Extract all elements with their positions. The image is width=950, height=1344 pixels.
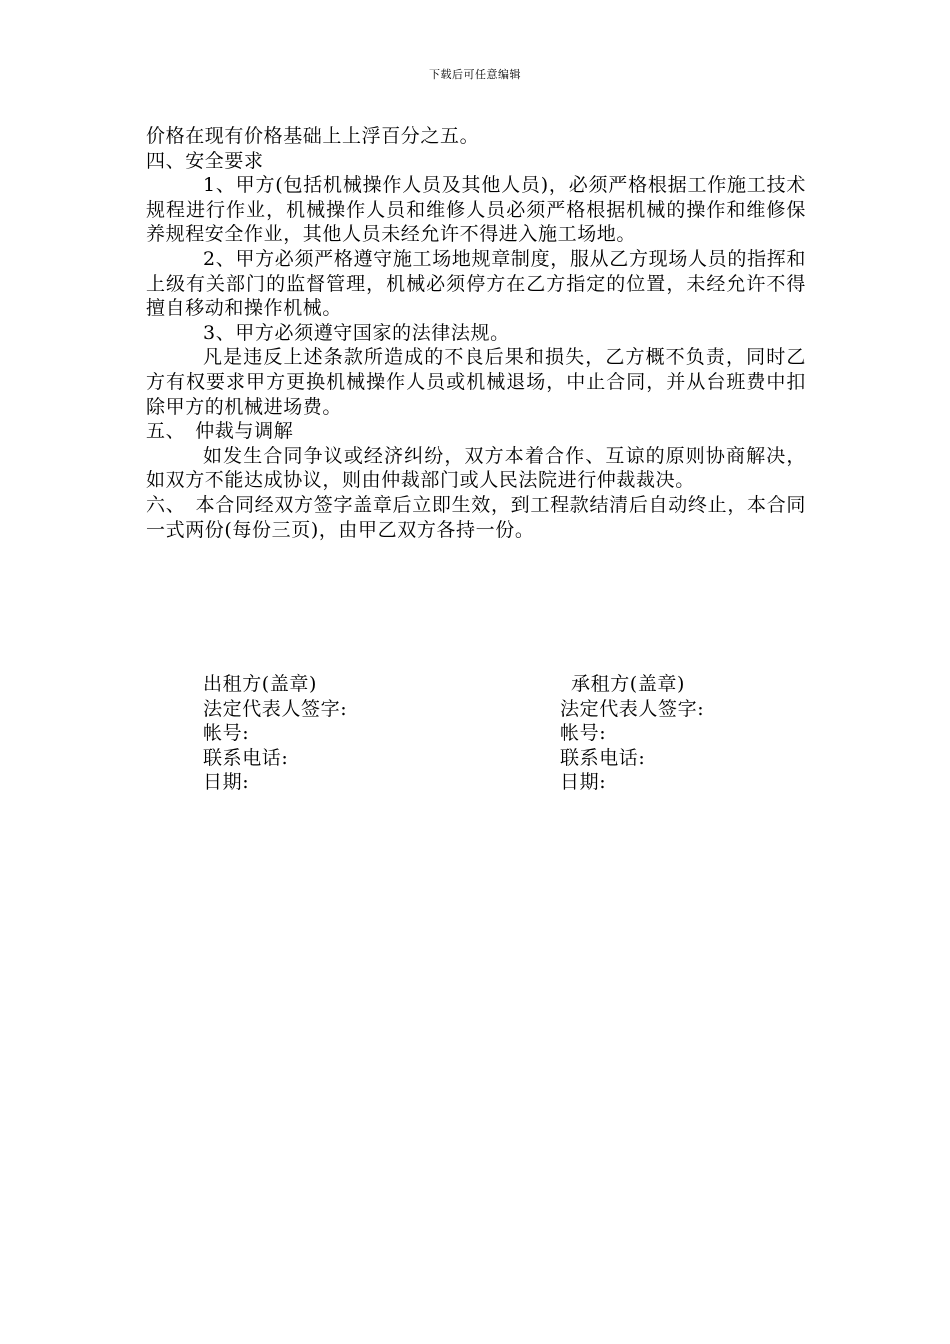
lessor-representative-label: 法定代表人签字: bbox=[203, 697, 348, 720]
lessee-phone-label: 联系电话: bbox=[560, 746, 646, 769]
lessee-representative-label: 法定代表人签字: bbox=[560, 697, 705, 720]
paragraph-price-clause: 价格在现有价格基础上上浮百分之五。 bbox=[146, 125, 480, 147]
lessor-signature-block bbox=[203, 672, 347, 795]
lessor-date-label: 日期: bbox=[203, 771, 250, 794]
paragraph-safety-1: 1、甲方(包括机械操作人员及其他人员)，必须严格根据工作施工技术规程进行作业，机械操作人员和维修人员必须严格根据机械的操作和维修保养规程安全作业，其他人员未经允许不得进入施工场地。 bbox=[146, 174, 806, 246]
section-heading-arbitration: 五、 仲裁与调解 bbox=[146, 420, 294, 443]
section-heading-safety: 四、安全要求 bbox=[146, 149, 264, 172]
paragraph-safety-3: 3、甲方必须遵守国家的法律法规。 bbox=[203, 321, 510, 344]
lessee-signature-block bbox=[560, 672, 704, 795]
lessee-title: 承租方(盖章) bbox=[571, 673, 686, 695]
paragraph-safety-2: 2、甲方必须严格遵守施工场地规章制度，服从乙方现场人员的指挥和上级有关部门的监督管理，机械必须停方在乙方指定的位置，未经允许不得擅自移动和操作机械。 bbox=[146, 247, 806, 320]
paragraph-liability: 凡是违反上述条款所造成的不良后果和损失，乙方概不负责，同时乙方有权要求甲方更换机械操作人员或机械退场，中止合同，并从台班费中扣除甲方的机械进场费。 bbox=[146, 346, 806, 418]
lessor-title: 出租方(盖章) bbox=[203, 673, 318, 695]
lessor-phone-label: 联系电话: bbox=[203, 746, 289, 769]
lessor-account-label: 帐号: bbox=[203, 722, 250, 745]
contract-body bbox=[146, 124, 806, 542]
header-note: 下载后可任意编辑 bbox=[429, 68, 521, 81]
paragraph-arbitration: 如发生合同争议或经济纠纷，双方本着合作、互谅的原则协商解决，如双方不能达成协议，则由仲裁部门或人民法院进行仲裁裁决。 bbox=[146, 444, 806, 492]
lessee-account-label: 帐号: bbox=[560, 722, 607, 745]
paragraph-effectiveness: 六、 本合同经双方签字盖章后立即生效，到工程款结清后自动终止，本合同一式两份(每份三页)，由甲乙双方各持一份。 bbox=[146, 493, 806, 541]
lessee-date-label: 日期: bbox=[560, 771, 607, 794]
